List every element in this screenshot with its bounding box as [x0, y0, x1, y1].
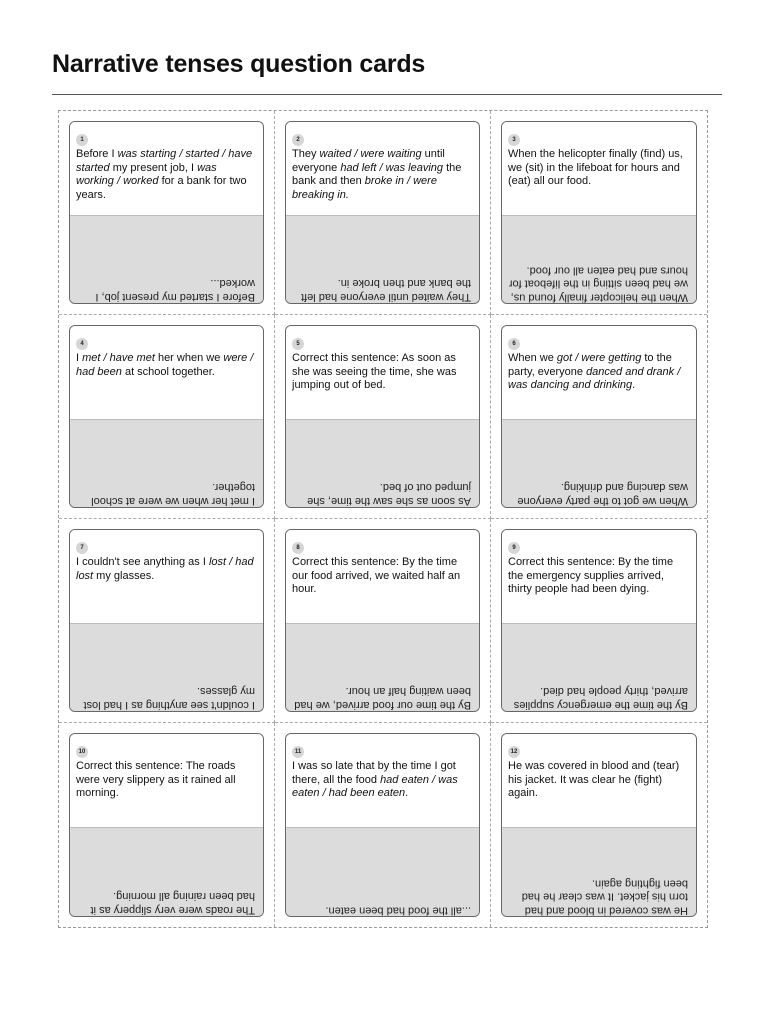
card-answer-text: Before I started my present job, I worked...	[95, 277, 255, 303]
card-answer-text: I couldn't see anything as I had lost my glasses.	[83, 685, 255, 711]
page-title: Narrative tenses question cards	[52, 50, 426, 78]
card-cell	[491, 519, 707, 723]
card-answer-area	[502, 828, 696, 916]
card-number-badge: 4	[76, 338, 88, 350]
question-text-segment: I couldn't see anything as I	[76, 556, 209, 568]
card-cell	[491, 111, 707, 315]
question-text-segment: her when we	[154, 352, 224, 364]
card-answer-text: He was covered in blood and had torn his jacket. It was clear he had been fighting again.	[521, 877, 688, 916]
question-text-segment: Correct this sentence: By the time our food arrived, we waited half an hour.	[292, 556, 461, 595]
answer-option-text: broke in / were breaking in.	[292, 175, 437, 201]
question-text-segment: Correct this sentence: As soon as she was seeing the time, she was jumping out of bed.	[292, 352, 457, 391]
answer-option-text: had left / was leaving	[340, 161, 444, 174]
answer-option-text: danced and drank / was dancing and drinking	[508, 365, 681, 391]
card-number-badge: 3	[508, 134, 520, 146]
card-answer-text: By the time our food arrived, we had been waiting half an hour.	[294, 685, 471, 711]
card-question-text	[508, 760, 690, 801]
answer-option-text: had eaten / was eaten / had been eaten	[292, 773, 458, 799]
question-text-segment: my glasses.	[93, 569, 155, 582]
card-answer-area	[502, 420, 696, 507]
card-answer-area	[70, 624, 263, 711]
card-answer-text: As soon as she saw the time, she jumped out of bed.	[307, 481, 471, 507]
question-text-segment: They	[292, 148, 320, 160]
question-text-segment: When we	[508, 352, 557, 364]
card-number-badge: 11	[292, 746, 304, 758]
card-answer-area	[502, 624, 696, 711]
question-text-segment: until everyone	[292, 148, 445, 174]
card-answer-area	[70, 828, 263, 916]
question-text-segment: .	[405, 787, 409, 799]
question-card	[69, 325, 264, 508]
card-sheet	[58, 110, 708, 928]
card-question-text	[508, 148, 690, 189]
card-question-text	[76, 148, 257, 202]
card-question-area	[70, 326, 263, 420]
card-answer-area	[286, 216, 479, 303]
answer-option-text: got / were getting	[556, 352, 642, 364]
question-text-segment: for a bank for two years.	[76, 175, 247, 201]
question-card	[501, 121, 697, 304]
question-card	[285, 733, 480, 917]
question-text-segment: Correct this sentence: By the time the emergency supplies arrived, thirty people had been dying.	[508, 556, 674, 595]
card-cell	[59, 315, 275, 519]
answer-option-text: were / had been	[76, 352, 254, 378]
card-answer-text: When the helicopter finally found us, we had been sitting in the lifeboat for hours and had eaten all our food.	[508, 264, 688, 303]
question-text-segment: He was covered in blood and (tear) his jacket. It was clear he (fight) again.	[508, 760, 680, 799]
card-question-area	[286, 734, 479, 828]
card-question-area	[286, 530, 479, 624]
question-text-segment: I	[76, 352, 83, 364]
card-number-badge: 2	[292, 134, 304, 146]
card-question-text	[292, 556, 473, 597]
card-question-text	[508, 352, 690, 393]
card-question-text	[292, 148, 473, 202]
question-card	[285, 325, 480, 508]
card-question-text	[76, 556, 257, 583]
card-number-badge: 6	[508, 338, 520, 350]
question-card	[285, 121, 480, 304]
card-question-area	[502, 734, 696, 828]
card-number-badge: 10	[76, 746, 88, 758]
card-question-text	[76, 352, 257, 379]
card-cell	[59, 519, 275, 723]
question-text-segment: to the party, everyone	[508, 352, 672, 378]
question-card	[501, 733, 697, 917]
card-cell	[275, 111, 491, 315]
question-text-segment: Correct this sentence: The roads were very slippery as it rained all morning.	[76, 760, 236, 799]
card-answer-text: When we got to the party everyone was dancing and drinking.	[517, 481, 688, 507]
card-answer-area	[70, 420, 263, 507]
card-cell	[275, 315, 491, 519]
card-question-area	[286, 326, 479, 420]
title-divider	[52, 94, 722, 95]
card-question-text	[76, 760, 257, 801]
card-question-area	[286, 122, 479, 216]
card-question-area	[502, 326, 696, 420]
answer-option-text: was working / worked	[76, 161, 217, 187]
card-answer-area	[502, 216, 696, 303]
card-answer-text: They waited until everyone had left the bank and then broke in.	[301, 277, 471, 303]
card-number-badge: 1	[76, 134, 88, 146]
card-answer-text: The roads were very slippery as it had been raining all morning.	[90, 890, 255, 916]
question-card	[285, 529, 480, 712]
card-answer-text: I met her when we were at school together.	[91, 481, 255, 507]
card-number-badge: 5	[292, 338, 304, 350]
card-answer-area	[286, 828, 479, 916]
card-number-badge: 12	[508, 746, 520, 758]
question-text-segment: my present job, I	[109, 161, 198, 174]
card-answer-text: ...all the food had been eaten.	[325, 904, 471, 916]
question-text-segment: I was so late that by the time I got there, all the food	[292, 760, 456, 786]
card-question-area	[502, 122, 696, 216]
card-question-text	[508, 556, 690, 597]
card-answer-text: By the time the emergency supplies arrived, thirty people had died.	[513, 685, 688, 711]
card-answer-area	[70, 216, 263, 303]
question-text-segment: Before I	[76, 148, 118, 160]
card-cell	[275, 723, 491, 927]
card-question-text	[292, 352, 473, 393]
answer-option-text: was starting / started / have started	[76, 148, 253, 174]
card-answer-area	[286, 420, 479, 507]
card-number-badge: 9	[508, 542, 520, 554]
question-card	[501, 325, 697, 508]
answer-option-text: met / have met	[82, 352, 155, 364]
card-answer-area	[286, 624, 479, 711]
card-question-area	[502, 530, 696, 624]
question-card	[69, 529, 264, 712]
card-question-text	[292, 760, 473, 801]
answer-option-text: waited / were waiting	[319, 148, 422, 160]
card-cell	[275, 519, 491, 723]
card-cell	[59, 723, 275, 927]
card-question-area	[70, 734, 263, 828]
card-cell	[491, 315, 707, 519]
question-text-segment: .	[632, 379, 636, 391]
card-number-badge: 8	[292, 542, 304, 554]
card-question-area	[70, 530, 263, 624]
card-cell	[491, 723, 707, 927]
question-text-segment: When the helicopter finally (find) us, we (sit) in the lifeboat for hours and (eat) all our food.	[508, 148, 683, 187]
question-card	[501, 529, 697, 712]
question-card	[69, 121, 264, 304]
question-text-segment: at school together.	[121, 365, 215, 378]
card-cell	[59, 111, 275, 315]
answer-option-text: lost / had lost	[76, 556, 254, 582]
card-question-area	[70, 122, 263, 216]
card-number-badge: 7	[76, 542, 88, 554]
question-text-segment: the bank and then	[292, 161, 462, 187]
question-card	[69, 733, 264, 917]
